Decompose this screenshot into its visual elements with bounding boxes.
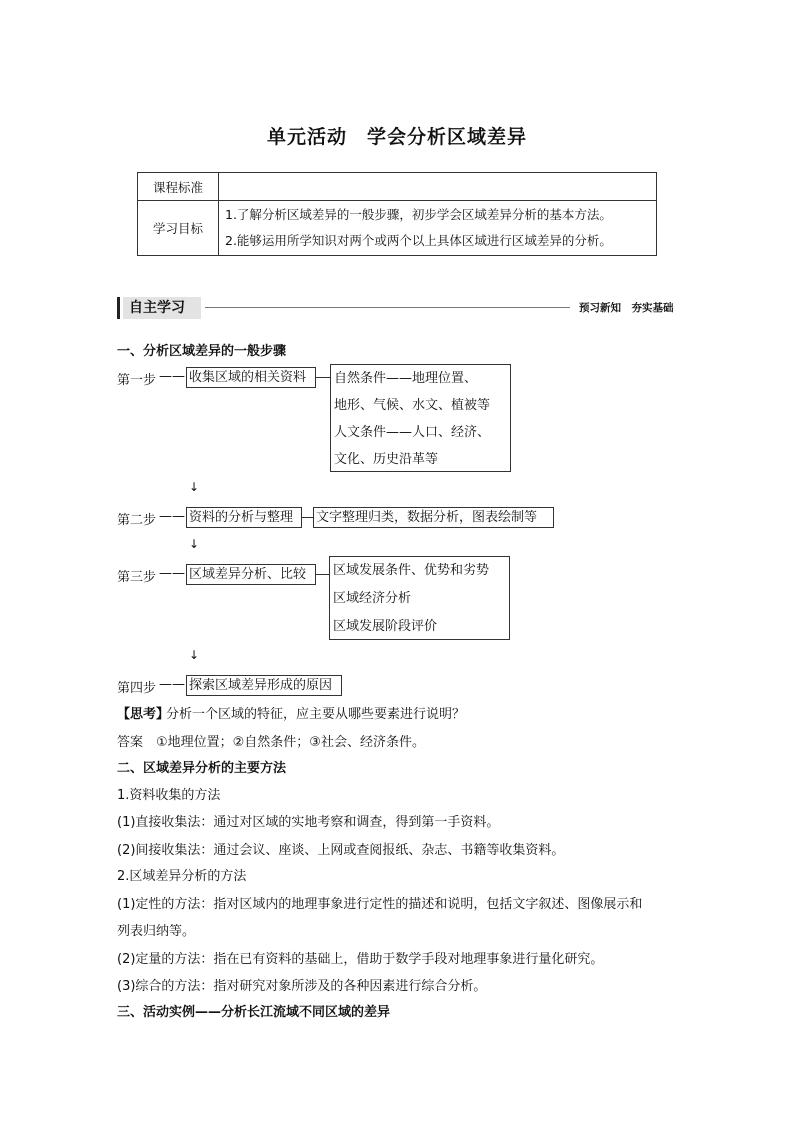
standards-value (219, 173, 657, 201)
step-dash: —— (159, 509, 185, 524)
connector-line (302, 517, 313, 518)
down-arrow-icon: ↓ (189, 648, 200, 662)
connector-line (316, 377, 330, 378)
method1-item: (1)直接收集法：通过对区域的实地考察和调查，得到第一手资料。 (117, 815, 500, 830)
step3-box: 区域差异分析、比较 (186, 564, 316, 585)
detail-line: 区域发展条件、优势和劣势 (333, 563, 490, 578)
down-arrow-icon: ↓ (189, 480, 200, 494)
page-title: 单元活动 学会分析区域差异 (266, 126, 527, 148)
method1-heading: 1.资料收集的方法 (117, 788, 221, 803)
table-row (138, 173, 657, 201)
table-row (138, 201, 657, 256)
method2-item: (1)定性的方法：指对区域内的地理事象进行定性的描述和说明，包括文字叙述、图像展示和 (117, 897, 643, 912)
method2-item: (2)定量的方法：指在已有资料的基础上，借助于数学手段对地理事象进行量化研究。 (117, 952, 604, 967)
step1-box: 收集区域的相关资料 (186, 367, 316, 388)
detail-line: 文化、历史沿革等 (334, 452, 439, 467)
goal-item: 2.能够运用所学知识对两个或两个以上具体区域进行区域差异的分析。 (225, 233, 612, 248)
step2-label: 第二步 (117, 513, 157, 528)
step1-label: 第一步 (117, 373, 157, 388)
section-label: 自主学习 (123, 297, 201, 319)
method1-item: (2)间接收集法：通过会议、座谈、上网或查阅报纸、杂志、书籍等收集资料。 (117, 843, 565, 858)
think-tag: 【思考】 (117, 707, 170, 722)
detail-line: 自然条件——地理位置、 (334, 371, 478, 386)
connector-line (316, 574, 329, 575)
down-arrow-icon: ↓ (189, 537, 200, 551)
step3-details-box (329, 556, 510, 640)
goals-cell (219, 201, 657, 256)
detail-line: 区域发展阶段评价 (333, 619, 438, 634)
detail-line: 地形、气候、水文、植被等 (334, 398, 491, 413)
detail-line: 人文条件——人口、经济、 (334, 425, 491, 440)
step4-box: 探索区域差异形成的原因 (186, 675, 342, 696)
step2-box: 资料的分析与整理 (186, 507, 302, 528)
step-dash: —— (159, 566, 185, 581)
method2-heading: 2.区域差异分析的方法 (117, 869, 247, 884)
method2-item: 列表归纳等。 (117, 924, 196, 939)
method2-item: (3)综合的方法：指对研究对象所涉及的各种因素进行综合分析。 (117, 979, 487, 994)
step4-label: 第四步 (117, 681, 157, 696)
part2-heading: 二、区域差异分析的主要方法 (117, 761, 287, 776)
step-dash: —— (159, 677, 185, 692)
standards-label: 课程标准 (138, 173, 219, 201)
answer-text: ①地理位置；②自然条件；③社会、经济条件。 (156, 735, 425, 750)
goal-item: 1.了解分析区域差异的一般步骤，初步学会区域差异分析的基本方法。 (225, 207, 612, 222)
part1-heading: 一、分析区域差异的一般步骤 (117, 344, 287, 359)
section-divider (205, 307, 570, 308)
section-subtitle: 预习新知 夯实基础 (579, 302, 674, 314)
detail-line: 区域经济分析 (333, 591, 412, 606)
step2-detail-box: 文字整理归类，数据分析，图表绘制等 (313, 507, 554, 528)
goals-label: 学习目标 (138, 201, 219, 256)
section-bar (117, 297, 120, 319)
step1-details-box (330, 364, 511, 472)
answer-label: 答案 (117, 735, 144, 750)
course-standards-table (137, 172, 657, 256)
think-question: 分析一个区域的特征，应主要从哪些要素进行说明？ (166, 707, 466, 722)
step3-label: 第三步 (117, 570, 157, 585)
part3-heading: 三、活动实例——分析长江流域不同区域的差异 (117, 1005, 391, 1020)
step-dash: —— (159, 369, 185, 384)
